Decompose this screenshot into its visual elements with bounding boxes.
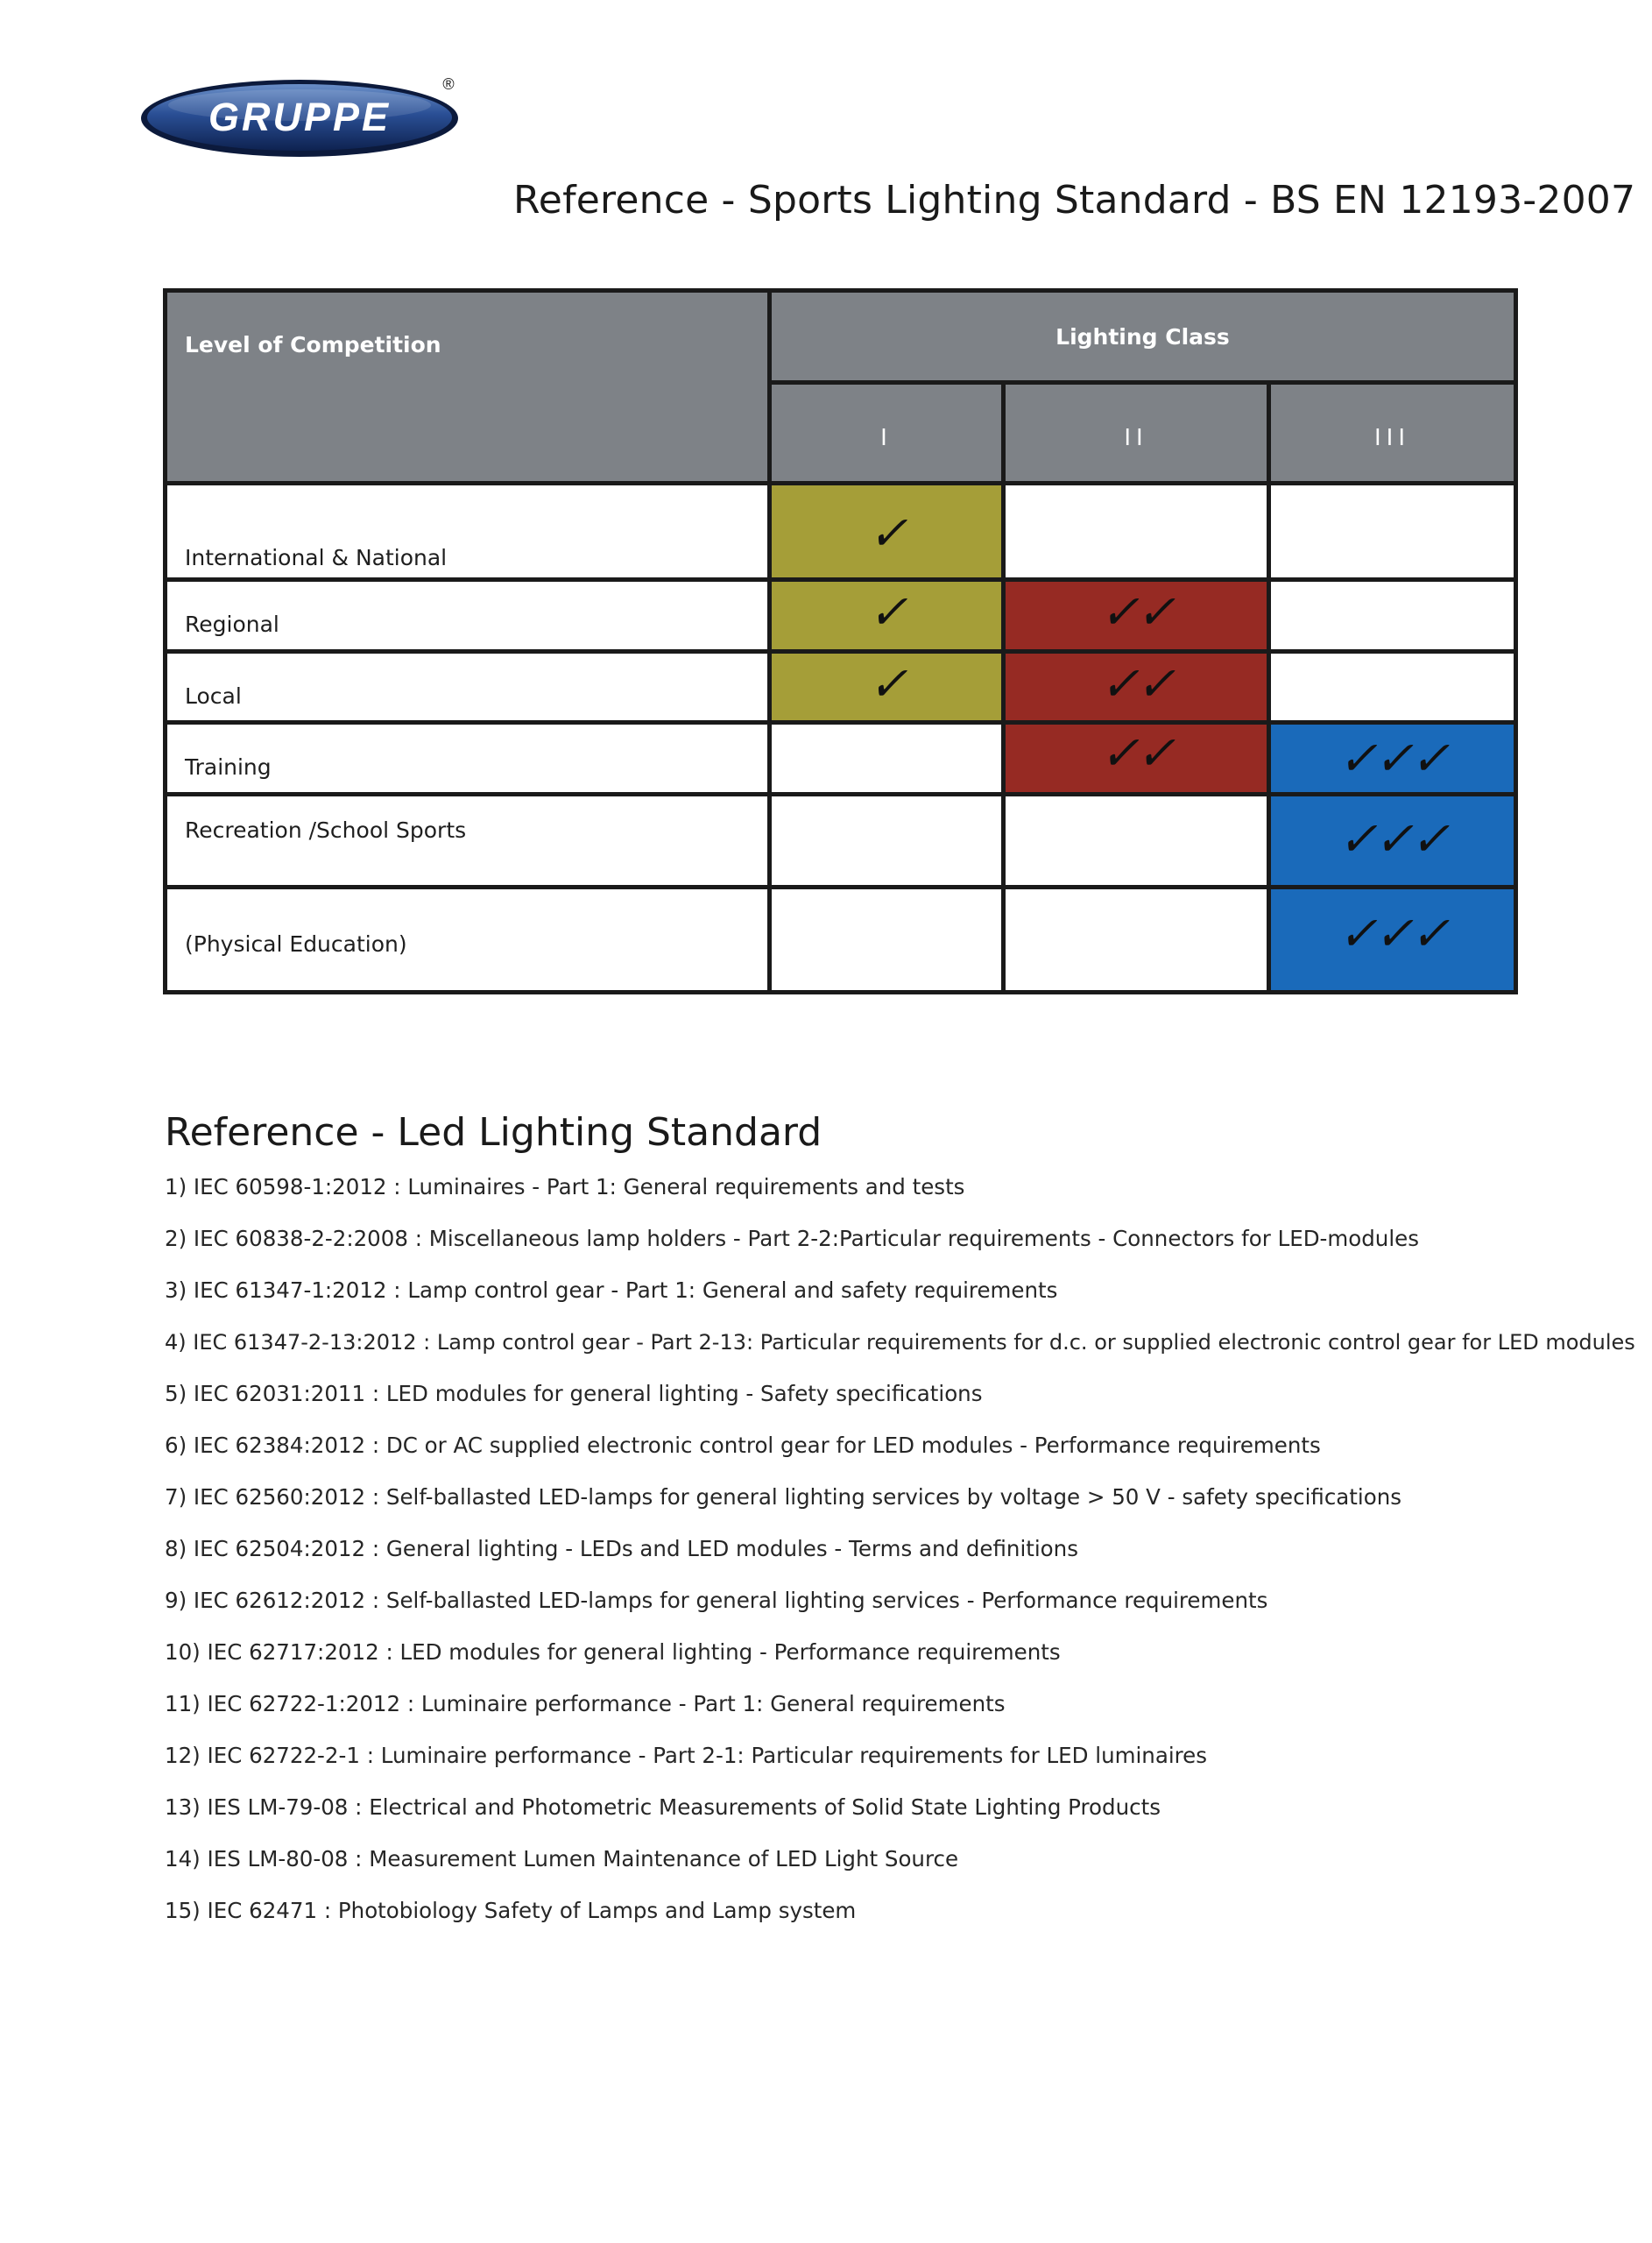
check-cell: ✓✓: [1004, 723, 1269, 795]
gruppe-logo: [138, 70, 464, 159]
list-item: 7) IEC 62560:2012 : Self-ballasted LED-lamps for general lighting services by voltage > 50 V - safety specifications: [165, 1484, 1402, 1510]
empty-cell: [1269, 651, 1516, 723]
check-cell: ✓✓✓: [1269, 887, 1516, 992]
header-class-ii: II: [1004, 383, 1269, 484]
check-cell: ✓: [770, 484, 1004, 579]
list-item: 14) IES LM-80-08 : Measurement Lumen Maintenance of LED Light Source: [165, 1846, 959, 1872]
led-section-title: Reference - Led Lighting Standard: [165, 1110, 822, 1155]
table-row: [166, 723, 1516, 795]
list-item: 2) IEC 60838-2-2:2008 : Miscellaneous lamp holders - Part 2-2:Particular requirements - Connectors for LED-modules: [165, 1226, 1419, 1251]
table-row: [166, 651, 1516, 723]
row-label: Training: [166, 723, 770, 795]
list-item: 4) IEC 61347-2-13:2012 : Lamp control gear - Part 2-13: Particular requirements for d.c. or supplied electronic control gear for LED modules: [165, 1330, 1635, 1355]
header-class-iii: III: [1269, 383, 1516, 484]
empty-cell: [1269, 579, 1516, 651]
row-label: Recreation /School Sports: [166, 795, 770, 887]
empty-cell: [1004, 484, 1269, 579]
list-item: 5) IEC 62031:2011 : LED modules for general lighting - Safety specifications: [165, 1381, 983, 1406]
check-cell: ✓✓✓: [1269, 723, 1516, 795]
check-cell: ✓: [770, 651, 1004, 723]
table-row: [166, 484, 1516, 579]
table-row: [166, 795, 1516, 887]
check-cell: ✓✓: [1004, 651, 1269, 723]
lighting-class-table: [163, 288, 1518, 994]
led-standards-list: [165, 1174, 1635, 1949]
registered-mark: ®: [442, 75, 455, 93]
logo-wordmark: GRUPPE: [208, 95, 392, 139]
header-lighting-class: Lighting Class: [770, 291, 1516, 383]
empty-cell: [770, 795, 1004, 887]
list-item: 9) IEC 62612:2012 : Self-ballasted LED-lamps for general lighting services - Performance requirements: [165, 1588, 1268, 1613]
list-item: 12) IEC 62722-2-1 : Luminaire performance - Part 2-1: Particular requirements for LED luminaires: [165, 1743, 1208, 1768]
list-item: 6) IEC 62384:2012 : DC or AC supplied electronic control gear for LED modules - Performance requirements: [165, 1433, 1321, 1458]
check-cell: ✓✓: [1004, 579, 1269, 651]
table-row: [166, 887, 1516, 992]
list-item: 10) IEC 62717:2012 : LED modules for general lighting - Performance requirements: [165, 1639, 1061, 1665]
header-class-i: I: [770, 383, 1004, 484]
empty-cell: [1004, 887, 1269, 992]
empty-cell: [770, 887, 1004, 992]
list-item: 11) IEC 62722-1:2012 : Luminaire performance - Part 1: General requirements: [165, 1691, 1006, 1716]
table-row: [166, 579, 1516, 651]
list-item: 3) IEC 61347-1:2012 : Lamp control gear - Part 1: General and safety requirements: [165, 1277, 1058, 1303]
list-item: 1) IEC 60598-1:2012 : Luminaires - Part 1: General requirements and tests: [165, 1174, 965, 1199]
list-item: 13) IES LM-79-08 : Electrical and Photometric Measurements of Solid State Lighting Products: [165, 1794, 1161, 1820]
row-label: (Physical Education): [166, 887, 770, 992]
row-label: Regional: [166, 579, 770, 651]
row-label: Local: [166, 651, 770, 723]
empty-cell: [1004, 795, 1269, 887]
check-cell: ✓: [770, 579, 1004, 651]
row-label: International & National: [166, 484, 770, 579]
empty-cell: [770, 723, 1004, 795]
page-title: Reference - Sports Lighting Standard - BS EN 12193-2007: [513, 178, 1636, 223]
header-level-of-competition: Level of Competition: [166, 291, 770, 484]
empty-cell: [1269, 484, 1516, 579]
check-cell: ✓✓✓: [1269, 795, 1516, 887]
list-item: 8) IEC 62504:2012 : General lighting - LEDs and LED modules - Terms and definitions: [165, 1536, 1078, 1561]
list-item: 15) IEC 62471 : Photobiology Safety of Lamps and Lamp system: [165, 1898, 857, 1923]
